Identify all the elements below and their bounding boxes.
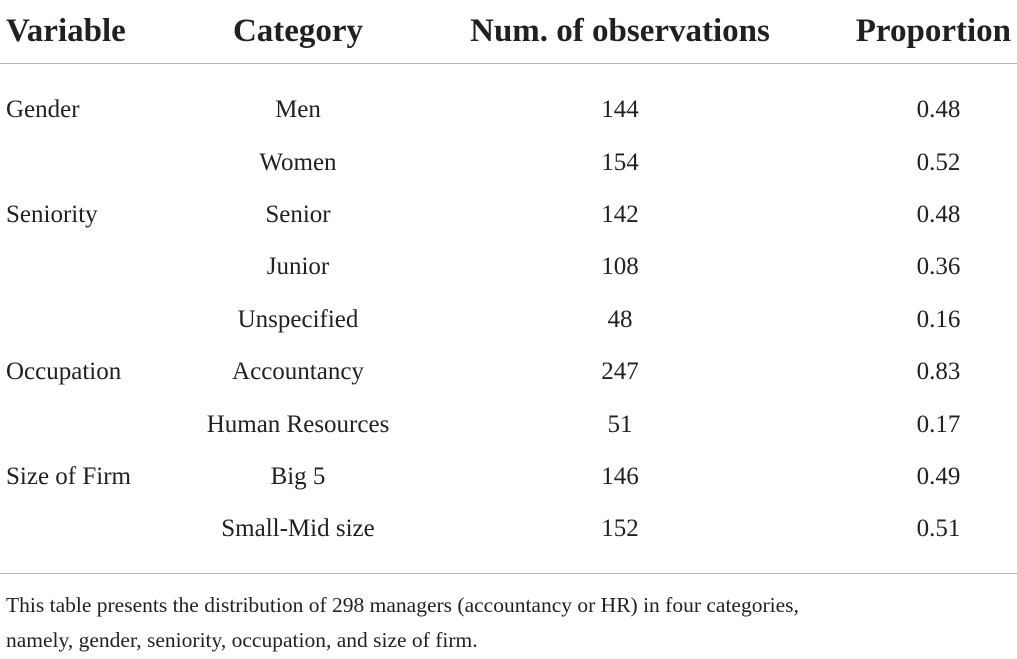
cell-observations: 152 bbox=[601, 515, 639, 543]
cell-observations: 146 bbox=[601, 462, 639, 490]
cell-proportion: 0.83 bbox=[916, 358, 961, 386]
cell-observations: 144 bbox=[601, 96, 639, 124]
cell-proportion: 0.16 bbox=[916, 305, 961, 333]
cell-proportion: 0.49 bbox=[916, 462, 961, 490]
table-row bbox=[0, 241, 1017, 293]
cell-variable bbox=[0, 136, 172, 188]
cell-category: Unspecified bbox=[237, 305, 359, 333]
cell-category: Human Resources bbox=[206, 410, 390, 438]
cell-category: Small-Mid size bbox=[221, 515, 375, 543]
cell-variable: Occupation bbox=[6, 358, 122, 386]
cell-proportion: 0.52 bbox=[916, 148, 961, 176]
cell-variable bbox=[0, 241, 172, 293]
cell-category: Junior bbox=[266, 253, 330, 281]
cell-variable bbox=[0, 503, 172, 555]
cell-category: Senior bbox=[265, 200, 331, 228]
cell-variable bbox=[0, 294, 172, 346]
cell-observations: 108 bbox=[601, 253, 639, 281]
cell-variable: Gender bbox=[6, 96, 80, 124]
cell-category: Big 5 bbox=[270, 462, 326, 490]
table-row bbox=[0, 398, 1017, 450]
cell-proportion: 0.17 bbox=[916, 410, 961, 438]
cell-observations: 154 bbox=[601, 148, 639, 176]
table-body bbox=[0, 64, 1017, 574]
table-row bbox=[0, 84, 1017, 136]
cell-proportion: 0.48 bbox=[916, 96, 961, 124]
cell-category: Women bbox=[259, 148, 337, 176]
cell-observations: 48 bbox=[607, 305, 633, 333]
table-row bbox=[0, 294, 1017, 346]
table-row bbox=[0, 189, 1017, 241]
header-observations: Num. of observations bbox=[424, 0, 816, 64]
body-top-spacer bbox=[0, 64, 1017, 85]
table-row bbox=[0, 451, 1017, 503]
cell-observations: 142 bbox=[601, 200, 639, 228]
table-row bbox=[0, 346, 1017, 398]
footnote-line: namely, gender, seniority, occupation, and size of firm. bbox=[6, 628, 478, 652]
cell-variable: Seniority bbox=[6, 200, 98, 228]
table-header bbox=[0, 0, 1017, 64]
cell-proportion: 0.51 bbox=[916, 515, 961, 543]
table-row bbox=[0, 503, 1017, 555]
header-category: Category bbox=[172, 0, 424, 64]
table-footnote bbox=[6, 588, 1014, 658]
cell-category: Accountancy bbox=[232, 358, 364, 386]
cell-proportion: 0.48 bbox=[916, 200, 961, 228]
header-proportion: Proportion bbox=[816, 0, 1017, 64]
header-variable: Variable bbox=[0, 0, 172, 64]
footnote-line: This table presents the distribution of 298 managers (accountancy or HR) in four categories, bbox=[6, 593, 799, 617]
cell-observations: 51 bbox=[607, 410, 633, 438]
header-row bbox=[0, 0, 1017, 64]
cell-variable: Size of Firm bbox=[6, 462, 131, 490]
cell-proportion: 0.36 bbox=[916, 253, 961, 281]
cell-variable bbox=[0, 398, 172, 450]
body-bottom-rule bbox=[0, 556, 1017, 574]
table-row bbox=[0, 136, 1017, 188]
cell-observations: 247 bbox=[601, 358, 639, 386]
cell-category: Men bbox=[275, 96, 321, 124]
